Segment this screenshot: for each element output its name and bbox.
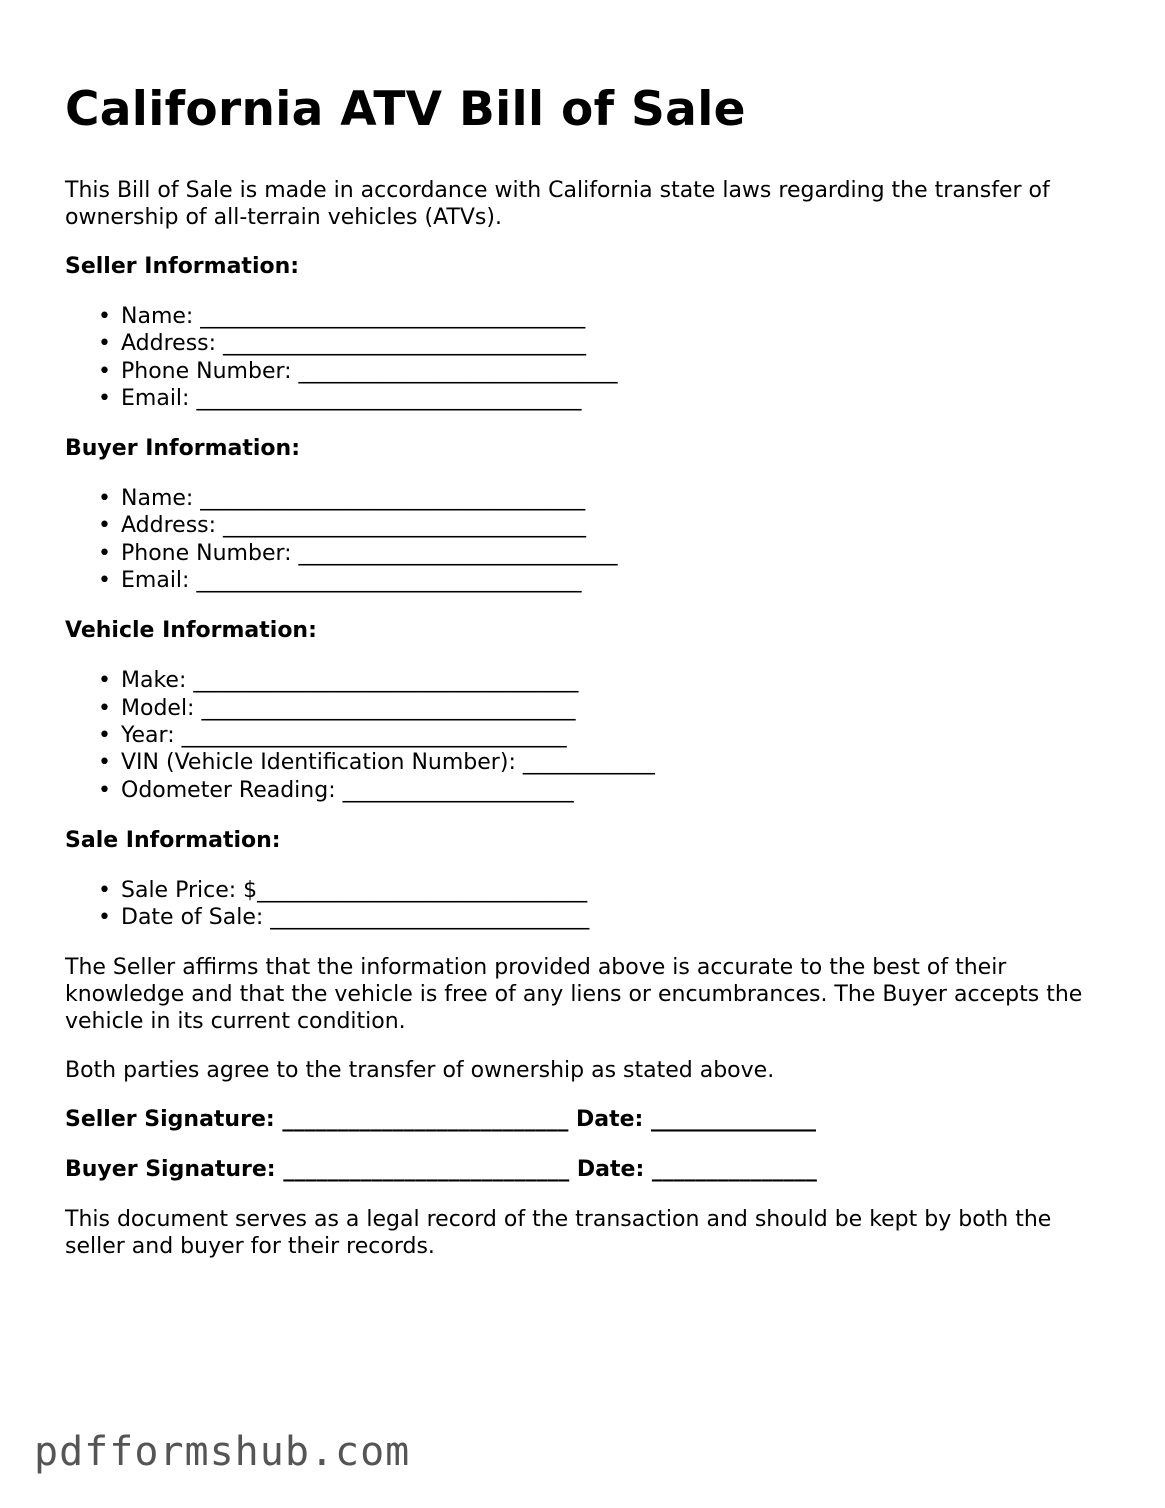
vehicle-odometer-field[interactable]: • Odometer Reading: _____________________ — [98, 777, 574, 803]
buyer-email-field[interactable]: • Email: ___________________________________ — [98, 568, 582, 594]
bullet: • — [98, 540, 111, 566]
seller-field-list — [65, 303, 1105, 412]
seller-email-field[interactable]: • Email: ___________________________________ — [98, 385, 582, 411]
vehicle-model-field[interactable]: • Model: __________________________________ — [98, 695, 576, 721]
vehicle-make-field[interactable]: • Make: ___________________________________ — [98, 668, 579, 694]
seller-section-heading: Seller Information: — [65, 254, 300, 279]
closing-paragraph: This document serves as a legal record of the transaction and should be kept by both the seller and buyer for their records. — [65, 1207, 1052, 1260]
affirmation-paragraph: The Seller affirms that the information provided above is accurate to the best of their knowledge and that the vehicle is free of any liens or encumbrances. The Buyer accepts the vehicle in its current condition. — [65, 955, 1083, 1035]
bullet: • — [98, 486, 111, 512]
document-page — [65, 78, 1105, 1282]
bullet: • — [98, 722, 111, 748]
bullet: • — [98, 385, 111, 411]
agreement-paragraph: Both parties agree to the transfer of ownership as stated above. — [65, 1058, 775, 1084]
bullet: • — [98, 568, 111, 594]
buyer-section-heading: Buyer Information: — [65, 436, 300, 462]
seller-signature-line[interactable]: Seller Signature: __________________________ Date: _______________ — [65, 1107, 816, 1133]
seller-name-field[interactable]: • Name: ___________________________________ — [98, 304, 586, 329]
vehicle-year-field[interactable]: • Year: ___________________________________ — [98, 722, 567, 748]
watermark: pdfformshub.com — [34, 1429, 411, 1475]
buyer-name-field[interactable]: • Name: ___________________________________ — [98, 486, 586, 512]
bullet: • — [98, 513, 111, 539]
bullet: • — [98, 777, 111, 803]
buyer-address-field[interactable]: • Address: _________________________________ — [98, 513, 587, 539]
sale-price-field[interactable]: • Sale Price: $______________________________ — [98, 877, 588, 903]
seller-phone-field[interactable]: • Phone Number: _____________________________ — [98, 358, 618, 384]
intro-paragraph: This Bill of Sale is made in accordance with California state laws regarding the transfer of ownership of all-terrain vehicles (ATVs). — [65, 178, 1050, 230]
bullet: • — [98, 750, 111, 776]
vehicle-section-heading: Vehicle Information: — [65, 618, 317, 644]
sale-field-list — [65, 877, 1105, 932]
bullet: • — [98, 668, 111, 694]
sale-date-field[interactable]: • Date of Sale: _____________________________ — [98, 905, 590, 931]
bullet: • — [98, 905, 111, 931]
buyer-phone-field[interactable]: • Phone Number: _____________________________ — [98, 540, 618, 566]
document-title: California ATV Bill of Sale — [65, 82, 746, 137]
bullet: • — [98, 358, 111, 384]
buyer-signature-line[interactable]: Buyer Signature: __________________________ Date: _______________ — [65, 1157, 817, 1183]
bullet: • — [98, 695, 111, 721]
seller-address-field[interactable]: • Address: _________________________________ — [98, 331, 587, 357]
bullet: • — [98, 331, 111, 357]
bullet: • — [98, 877, 111, 903]
bullet: • — [98, 304, 111, 329]
buyer-field-list — [65, 485, 1105, 594]
vehicle-vin-field[interactable]: • VIN (Vehicle Identification Number): ____________ — [98, 750, 655, 776]
sale-section-heading: Sale Information: — [65, 827, 281, 853]
vehicle-field-list — [65, 667, 1105, 803]
